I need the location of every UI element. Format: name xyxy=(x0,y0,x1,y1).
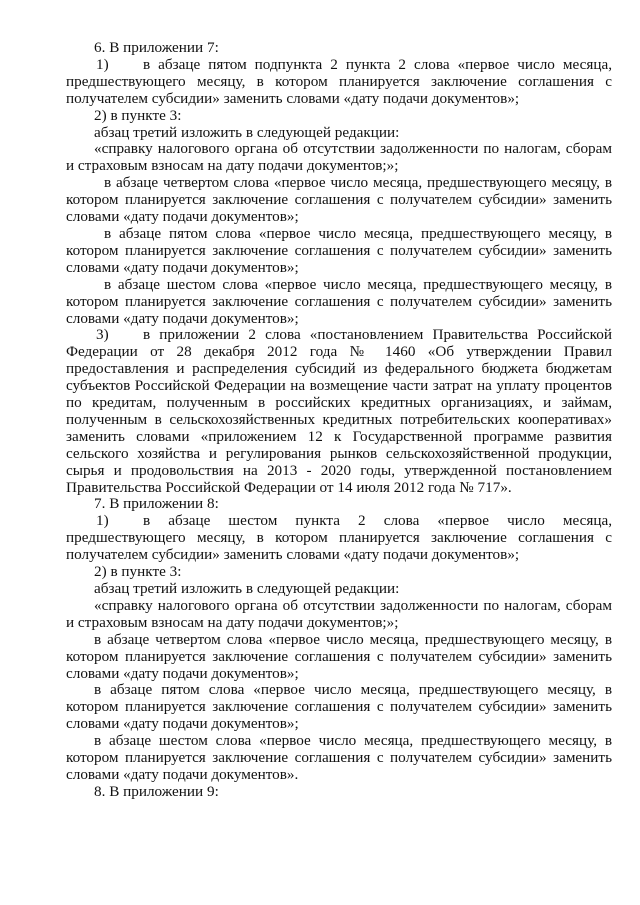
item-text: в приложении 2 слова «постановлением Правительства Российской Федерации от 28 декабря 2012 года № 1460 «Об утверждении Правил предоставления и распределения субсидий из федерального бюджета бюджетам субъектов Российской Федерации на возмещение части затрат на уплату процентов по кредитам, полученным в российских кредитных организациях, и займам, полученным в сельскохозяйственных кредитных потребительских кооперативах» заменить словами «приложением 12 к Государственной программе развития сельского хозяйства и регулирования рынков сельскохозяйственной продукции, сырья и продовольствия на 2013 - 2020 годы, утвержденной постановлением Правительства Российской Федерации от 14 июля 2012 года № 717». xyxy=(66,326,612,496)
section-6-paragraph-6: в абзаце шестом слова «первое число месяца, предшествующего месяцу, в котором планируется заключение соглашения с получателем субсидии» заменить словами «дату подачи документов»; xyxy=(66,275,612,327)
section-6-item-1 xyxy=(66,57,612,108)
item-text: в абзаце шестом пункта 2 слова «первое число месяца, предшествующего месяцу, в котором планируется заключение соглашения с получателем субсидии» заменить словами «дату подачи документов»; xyxy=(66,512,612,564)
section-7-paragraph-4: в абзаце четвертом слова «первое число месяца, предшествующего месяцу, в котором планируется заключение соглашения с получателем субсидии» заменить словами «дату подачи документов»; xyxy=(66,630,612,682)
item-text: в абзаце пятом подпункта 2 пункта 2 слова «первое число месяца, предшествующего месяцу, в котором планируется заключение соглашения с получателем субсидии» заменить словами «дату подачи документов»; xyxy=(66,55,612,107)
section-6-item-2: 2) в пункте 3: xyxy=(94,106,182,124)
section-6-paragraph-3: абзац третий изложить в следующей редакции: xyxy=(94,123,400,141)
section-7-item-2: 2) в пункте 3: xyxy=(94,563,182,581)
section-7-paragraph-3: абзац третий изложить в следующей редакции: xyxy=(94,580,400,597)
section-7-paragraph-6: в абзаце шестом слова «первое число месяца, предшествующего месяцу, в котором планируется заключение соглашения с получателем субсидии» заменить словами «дату подачи документов». xyxy=(66,732,612,783)
section-7-quote: «справку налогового органа об отсутствии задолженности по налогам, сборам и страховым взносам на дату подачи документов;»; xyxy=(66,596,612,631)
item-number: 1) xyxy=(96,512,109,530)
section-6-paragraph-4: в абзаце четвертом слова «первое число месяца, предшествующего месяцу, в котором планируется заключение соглашения с получателем субсидии» заменить словами «дату подачи документов»; xyxy=(66,174,612,226)
section-7-heading: 7. В приложении 8: xyxy=(94,495,219,513)
section-7-paragraph-5: в абзаце пятом слова «первое число месяца, предшествующего месяцу, в котором планируется заключение соглашения с получателем субсидии» заменить словами «дату подачи документов»; xyxy=(66,681,612,733)
section-6-item-3 xyxy=(66,327,612,496)
section-6-quote: «справку налогового органа об отсутствии задолженности по налогам, сборам и страховым взносам на дату подачи документов;»; xyxy=(66,140,612,175)
item-number: 1) xyxy=(96,55,109,73)
section-6-heading: 6. В приложении 7: xyxy=(94,39,219,56)
item-number: 3) xyxy=(96,326,109,344)
section-6-paragraph-5: в абзаце пятом слова «первое число месяца, предшествующего месяцу, в котором планируется заключение соглашения с получателем субсидии» заменить словами «дату подачи документов»; xyxy=(66,224,612,276)
section-8-heading: 8. В приложении 9: xyxy=(94,782,219,800)
section-7-item-1 xyxy=(66,513,612,564)
